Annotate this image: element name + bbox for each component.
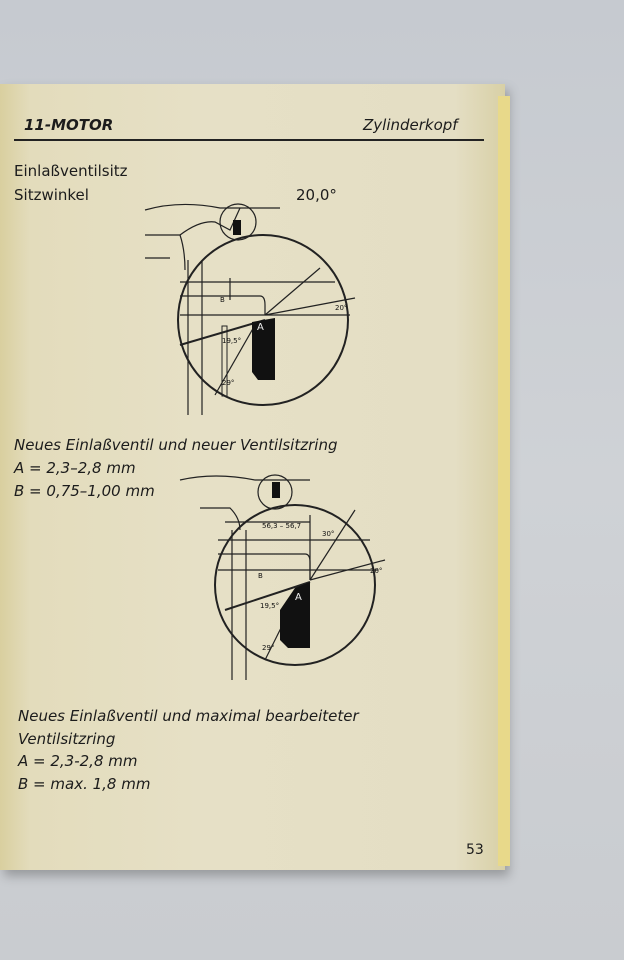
block2-a: A = 2,3–2,8 mm: [14, 459, 136, 477]
block3-a: A = 2,3-2,8 mm: [18, 752, 138, 770]
valve-seat-diagram-1: [140, 200, 370, 420]
block3-title-line1: Neues Einlaßventil und maximal bearbeiteter: [18, 707, 359, 725]
block2-title: Neues Einlaßventil und neuer Ventilsitzring: [14, 436, 338, 454]
chapter-title: 11-MOTOR: [24, 116, 114, 134]
header-rule: [14, 139, 484, 141]
b-label: B: [258, 572, 263, 580]
angle-29: 29°: [222, 379, 235, 387]
page-edge: [498, 96, 510, 866]
angle-30: 30°: [322, 530, 335, 538]
dimension-label: 56,3 – 56,7: [262, 522, 302, 530]
seat-angle-label: Sitzwinkel: [14, 186, 89, 204]
angle-19-5: 19,5°: [222, 337, 242, 345]
angle-20: 20°: [335, 304, 348, 312]
b-label: B: [220, 296, 225, 304]
block1-title: Einlaßventilsitz: [14, 162, 128, 180]
valve-seat-diagram-2: [170, 470, 400, 685]
angle-19-5: 19,5°: [260, 602, 280, 610]
section-title: Zylinderkopf: [363, 116, 458, 134]
block3-b: B = max. 1,8 mm: [18, 775, 151, 793]
seat-angle-value: 20,0°: [296, 186, 337, 204]
page-number: 53: [466, 842, 484, 858]
angle-20: 20°: [370, 567, 383, 575]
block2-b: B = 0,75–1,00 mm: [14, 482, 155, 500]
a-label: A: [295, 592, 302, 603]
angle-29: 29°: [262, 644, 275, 652]
a-label: A: [257, 322, 264, 333]
block3-title-line2: Ventilsitzring: [18, 730, 116, 748]
